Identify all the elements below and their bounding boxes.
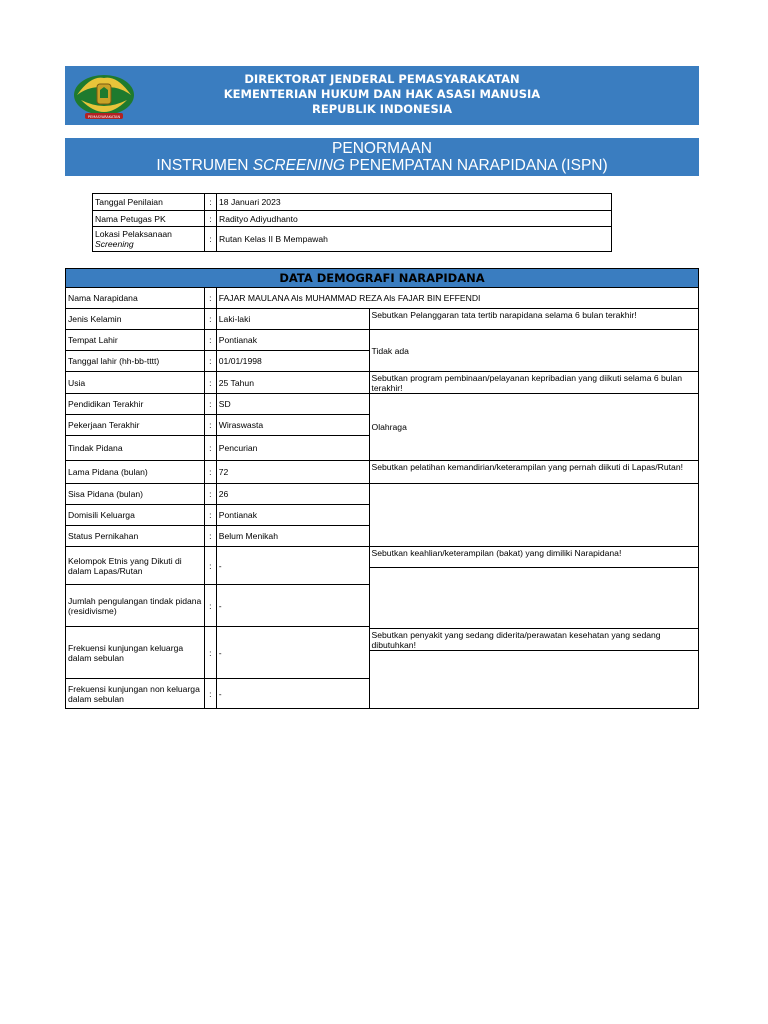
nama-label: Nama Narapidana [66,288,205,309]
lokasi-label: Lokasi Pelaksanaan Screening [93,227,205,252]
etnis-value: - [216,547,369,585]
agency-header [65,66,699,125]
question-pelanggaran: Sebutkan Pelanggaran tata tertib narapidana selama 6 bulan terakhir! [369,309,698,330]
lama-pidana-value: 72 [216,461,369,484]
petugas-value: Radityo Adiyudhanto [217,211,612,227]
pekerjaan-label: Pekerjaan Terakhir [66,415,205,436]
usia-label: Usia [66,372,205,394]
assessment-info-table [92,193,612,252]
pendidikan-label: Pendidikan Terakhir [66,394,205,415]
tanggal-lahir-label: Tanggal lahir (hh-bb-tttt) [66,351,205,372]
header-line-1: DIREKTORAT JENDERAL PEMASYARAKATAN [244,72,520,86]
residivisme-value: - [216,585,369,627]
title-line-2: INSTRUMEN SCREENING PENEMPATAN NARAPIDANA (ISPN) [156,157,608,174]
table-row: Jumlah pengulangan tindak pidana (residivisme) : - [66,585,699,627]
title-line-1: PENORMAAN [332,140,432,157]
table-row: Lokasi Pelaksanaan Screening : Rutan Kelas II B Mempawah [93,227,612,252]
lokasi-value: Rutan Kelas II B Mempawah [217,227,612,252]
table-row: Lama Pidana (bulan) : 72 Sebutkan pelatihan kemandirian/keterampilan yang pernah diikuti di Lapas/Rutan! [66,461,699,484]
tanggal-label: Tanggal Penilaian [93,194,205,211]
svg-text:PEMASYARAKATAN: PEMASYARAKATAN [87,115,121,119]
tanggal-lahir-value: 01/01/1998 [216,351,369,372]
pendidikan-value: SD [216,394,369,415]
lama-pidana-label: Lama Pidana (bulan) [66,461,205,484]
question-pembinaan: Sebutkan program pembinaan/pelayanan kepribadian yang diikuti selama 6 bulan terakhir! [369,372,698,394]
table-row: Tanggal lahir (hh-bb-tttt) : 01/01/1998 [66,351,699,372]
etnis-label: Kelompok Etnis yang Dikuti di dalam Lapas/Rutan [66,547,205,585]
answer-pembinaan: Olahraga [369,394,698,461]
status-value: Belum Menikah [216,526,369,547]
header-line-2: KEMENTERIAN HUKUM DAN HAK ASASI MANUSIA [223,87,541,101]
question-pelatihan: Sebutkan pelatihan kemandirian/keterampilan yang pernah diikuti di Lapas/Rutan! [369,461,698,484]
tindak-pidana-value: Pencurian [216,436,369,461]
answer-penyakit [369,651,698,709]
tanggal-value: 18 Januari 2023 [217,194,612,211]
table-row: Status Pernikahan : Belum Menikah [66,526,699,547]
domisili-value: Pontianak [216,505,369,526]
table-row: Frekuensi kunjungan keluarga dalam sebulan : - [66,627,699,629]
kunjungan-non-keluarga-label: Frekuensi kunjungan non keluarga dalam sebulan [66,679,205,709]
demographic-section-title: DATA DEMOGRAFI NARAPIDANA [66,269,699,288]
usia-value: 25 Tahun [216,372,369,394]
table-row: Frekuensi kunjungan non keluarga dalam sebulan : - [66,679,699,709]
table-row: Pendidikan Terakhir : SD Olahraga [66,394,699,415]
tindak-pidana-label: Tindak Pidana [66,436,205,461]
header-line-3: REPUBLIK INDONESIA [312,102,452,116]
question-penyakit: Sebutkan penyakit yang sedang diderita/perawatan kesehatan yang sedang dibutuhkan! [369,629,698,651]
domisili-label: Domisili Keluarga [66,505,205,526]
pekerjaan-value: Wiraswasta [216,415,369,436]
kunjungan-keluarga-value: - [216,627,369,679]
table-row: Tempat Lahir : Pontianak Tidak ada [66,330,699,351]
jenis-kelamin-label: Jenis Kelamin [66,309,205,330]
question-keahlian: Sebutkan keahlian/keterampilan (bakat) yang dimiliki Narapidana! [369,547,698,568]
table-row: Sisa Pidana (bulan) : 26 [66,484,699,505]
table-row: Pekerjaan Terakhir : Wiraswasta [66,415,699,436]
table-row: Tindak Pidana : Pencurian [66,436,699,461]
kunjungan-keluarga-label: Frekuensi kunjungan keluarga dalam sebulan [66,627,205,679]
table-row: Usia : 25 Tahun Sebutkan program pembinaan/pelayanan kepribadian yang diikuti selama 6 bulan terakhir! [66,372,699,394]
answer-pelatihan [369,484,698,547]
petugas-label: Nama Petugas PK [93,211,205,227]
table-row: Nama Narapidana : FAJAR MAULANA Als MUHAMMAD REZA Als FAJAR BIN EFFENDI [66,288,699,309]
kunjungan-non-keluarga-value: - [216,679,369,709]
tempat-lahir-value: Pontianak [216,330,369,351]
residivisme-label: Jumlah pengulangan tindak pidana (residivisme) [66,585,205,627]
table-row: Kelompok Etnis yang Dikuti di dalam Lapas/Rutan : - Sebutkan keahlian/keterampilan (bakat) yang dimiliki Narapidana! [66,547,699,568]
sisa-pidana-label: Sisa Pidana (bulan) [66,484,205,505]
table-row: Nama Petugas PK : Radityo Adiyudhanto [93,211,612,227]
nama-value: FAJAR MAULANA Als MUHAMMAD REZA Als FAJAR BIN EFFENDI [216,288,698,309]
table-row: Tanggal Penilaian : 18 Januari 2023 [93,194,612,211]
sisa-pidana-value: 26 [216,484,369,505]
jenis-kelamin-value: Laki-laki [216,309,369,330]
status-label: Status Pernikahan [66,526,205,547]
table-row: Domisili Keluarga : Pontianak [66,505,699,526]
answer-keahlian [369,568,698,629]
document-title [65,138,699,176]
tempat-lahir-label: Tempat Lahir [66,330,205,351]
table-row: Jenis Kelamin : Laki-laki Sebutkan Pelanggaran tata tertib narapidana selama 6 bulan terakhir! [66,309,699,330]
demographic-table [65,268,699,709]
answer-pelanggaran: Tidak ada [369,330,698,372]
